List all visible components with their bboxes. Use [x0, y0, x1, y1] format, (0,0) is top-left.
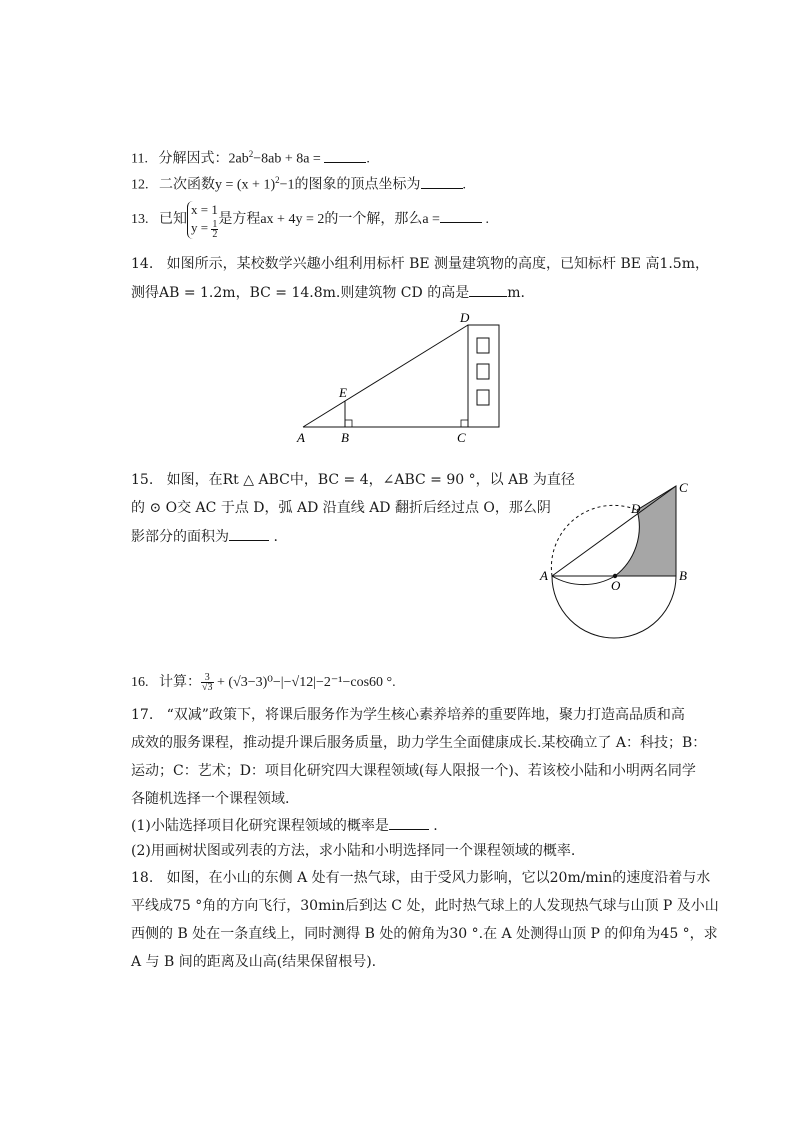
label-b: B — [679, 568, 687, 583]
question-12: 12. 二次函数$y = (x + 1)^2-1$的图象的顶点坐标为 . — [131, 175, 467, 193]
question-17-part-1: (1)小陆选择项目化研究课程领域的概率是 . — [131, 815, 438, 836]
question-18-line-3: 西侧的 B 处在一条直线上，同时测得 B 处的俯角为30 °.在 A 处测得山顶 P 的仰角为45 °，求 — [131, 926, 718, 942]
fraction: $\frac{3}{√3}$ — [202, 672, 213, 694]
question-15-line-1: 15. 如图，在Rt △ ABC中，BC = 4，∠ABC = 90 °，以 AB 为直径 — [131, 472, 575, 488]
question-15-line-2: 的 ⊙ O交 AC 于点 D，弧 AD 沿直线 AD 翻折后经过点 O，那么阴 — [131, 500, 551, 516]
question-11: 11. 分解因式：$2ab^2-8ab + 8a$ = . — [131, 149, 370, 167]
answer-blank[interactable] — [421, 174, 463, 189]
answer-blank[interactable] — [229, 526, 269, 541]
window-3 — [477, 390, 489, 405]
equation-system: x = 1 y = $\frac{1}{2}$ — [187, 201, 218, 239]
label-c: C — [457, 430, 466, 445]
figure-15 — [535, 476, 695, 644]
window-1 — [477, 338, 489, 353]
figure-14 — [290, 310, 510, 446]
label-o: O — [611, 578, 621, 593]
label-b: B — [341, 430, 349, 445]
question-15-line-3: 影部分的面积为 . — [131, 526, 278, 547]
shaded-region — [615, 486, 676, 576]
right-angle-c — [461, 420, 468, 427]
question-17-line-4: 各随机选择一个课程领域. — [131, 791, 290, 807]
window-2 — [477, 364, 489, 379]
question-17-part-2: (2)用画树状图或列表的方法，求小陆和小明选择同一个课程领域的概率. — [131, 843, 576, 859]
question-17-line-2: 成效的服务课程，推动提升课后服务质量，助力学生全面健康成长.某校确立了 A：科技；B： — [131, 735, 707, 751]
question-14-line-1: 14. 如图所示，某校数学兴趣小组利用标杆 BE 测量建筑物的高度，已知标杆 BE 高1.5m， — [131, 256, 709, 272]
label-e: E — [339, 385, 347, 400]
question-18-line-2: 平线成75 °角的方向飞行，30min后到达 C 处，此时热气球上的人发现热气球与山顶 P 及小山 — [131, 898, 719, 914]
question-17-line-3: 运动；C：艺术；D：项目化研究四大课程领域(每人限报一个)、若该校小陆和小明两名同学 — [131, 763, 696, 779]
right-angle-b — [345, 420, 352, 427]
label-d: D — [460, 310, 470, 325]
question-18-line-4: A 与 B 间的距离及山高(结果保留根号). — [131, 954, 377, 970]
label-d: D — [631, 501, 641, 516]
folded-arc-lower — [552, 576, 615, 585]
fraction: $\frac{1}{2}$ — [212, 218, 218, 240]
question-13: 13. 已知 x = 1 y = $\frac{1}{2}$ 是方程ax + 4y = 2的一个解，那么a = . — [131, 202, 489, 240]
label-a: A — [297, 430, 305, 445]
answer-blank[interactable] — [440, 208, 482, 223]
building-cd — [468, 325, 499, 427]
question-14-line-2: 测得AB = 1.2m，BC = 14.8m.则建筑物 CD 的高是 m. — [131, 282, 525, 303]
answer-blank[interactable] — [469, 282, 507, 297]
sight-line — [303, 325, 468, 427]
question-17-line-1: 17. “双减”政策下，将课后服务作为学生核心素养培养的重要阵地，聚力打造高品质和高 — [131, 707, 685, 723]
question-18-line-1: 18. 如图，在小山的东侧 A 处有一热气球，由于受风力影响，它以20m/min的速度沿着与水 — [131, 870, 711, 886]
answer-blank[interactable] — [324, 148, 366, 163]
answer-blank[interactable] — [389, 815, 429, 830]
label-c: C — [679, 480, 688, 495]
circle-upper-dashed-arc — [551, 505, 637, 576]
label-a: A — [540, 568, 548, 583]
question-16: 16. 计算： $\frac{3}{√3}$ + (√3−3)⁰−|−√12|−2⁻¹−cos60 °. — [131, 672, 396, 694]
